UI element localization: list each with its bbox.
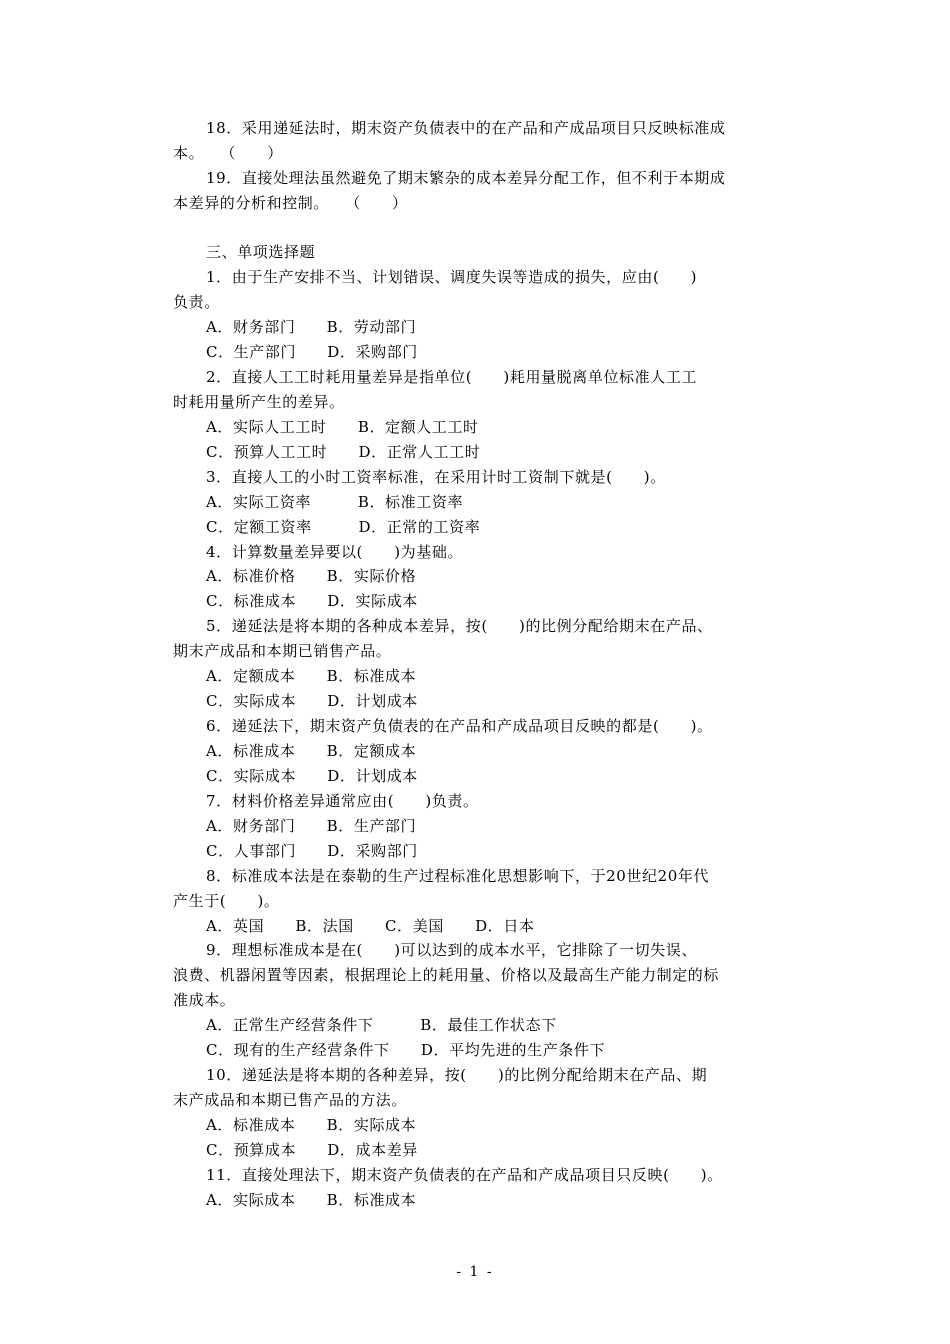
mc-7-line-1: 7．材料价格差异通常应由( )负责。 xyxy=(206,792,479,810)
mc-10-line-2: 末产成品和本期已售产品的方法。 xyxy=(173,1091,408,1109)
question-18-line-1: 18．采用递延法时，期末资产负债表中的在产品和产成品项目只反映标准成 xyxy=(206,119,726,137)
mc-1-options-cd: C．生产部门 D．采购部门 xyxy=(206,343,418,361)
mc-9-line-3: 准成本。 xyxy=(173,991,236,1009)
mc-2-options-ab: A．实际人工工时 B．定额人工工时 xyxy=(206,418,479,436)
mc-7-options-ab: A．财务部门 B．生产部门 xyxy=(206,817,417,835)
mc-3-options-cd: C．定额工资率 D．正常的工资率 xyxy=(206,518,481,536)
mc-10-line-1: 10．递延法是将本期的各种差异，按( )的比例分配给期末在产品、期 xyxy=(206,1066,708,1084)
mc-5-options-ab: A．定额成本 B．标准成本 xyxy=(206,667,417,685)
mc-2-line-1: 2．直接人工工时耗用量差异是指单位( )耗用量脱离单位标准人工工 xyxy=(206,368,698,386)
section-heading: 三、单项选择题 xyxy=(206,243,316,261)
mc-1-line-1: 1．由于生产安排不当、计划错误、调度失误等造成的损失，应由( ) xyxy=(206,268,698,286)
mc-4-options-cd: C．标准成本 D．实际成本 xyxy=(206,592,418,610)
question-18-line-2: 本。 （ ） xyxy=(173,144,283,162)
mc-6-options-cd: C．实际成本 D．计划成本 xyxy=(206,767,418,785)
mc-2-options-cd: C．预算人工工时 D．正常人工工时 xyxy=(206,443,481,461)
mc-4-options-ab: A．标准价格 B．实际价格 xyxy=(206,567,417,585)
mc-10-options-cd: C．预算成本 D．成本差异 xyxy=(206,1141,418,1159)
mc-5-options-cd: C．实际成本 D．计划成本 xyxy=(206,692,418,710)
mc-4-line-1: 4．计算数量差异要以( )为基础。 xyxy=(206,543,464,561)
mc-1-options-ab: A．财务部门 B．劳动部门 xyxy=(206,318,417,336)
mc-5-line-1: 5．递延法是将本期的各种成本差异，按( )的比例分配给期末在产品、 xyxy=(206,617,713,635)
mc-8-line-1: 8．标准成本法是在泰勒的生产过程标准化思想影响下，于20世纪20年代 xyxy=(206,867,710,885)
mc-9-line-1: 9．理想标准成本是在( )可以达到的成本水平，它排除了一切失误、 xyxy=(206,941,698,959)
mc-9-options-cd: C．现有的生产经营条件下 D．平均先进的生产条件下 xyxy=(206,1041,606,1059)
mc-9-options-ab: A．正常生产经营条件下 B．最佳工作状态下 xyxy=(206,1016,557,1034)
mc-8-options: A．英国 B．法国 C．美国 D．日本 xyxy=(206,917,535,935)
mc-8-line-2: 产生于( )。 xyxy=(173,892,280,910)
mc-11-options-ab: A．实际成本 B．标准成本 xyxy=(206,1191,417,1209)
mc-9-line-2: 浪费、机器闲置等因素，根据理论上的耗用量、价格以及最高生产能力制定的标 xyxy=(173,966,720,984)
mc-3-options-ab: A．实际工资率 B．标准工资率 xyxy=(206,493,464,511)
mc-1-line-2: 负责。 xyxy=(173,293,220,311)
mc-7-options-cd: C．人事部门 D．采购部门 xyxy=(206,842,418,860)
mc-3-line-1: 3．直接人工的小时工资率标准，在采用计时工资制下就是( )。 xyxy=(206,468,666,486)
mc-6-line-1: 6．递延法下，期末资产负债表的在产品和产成品项目反映的都是( )。 xyxy=(206,717,713,735)
mc-10-options-ab: A．标准成本 B．实际成本 xyxy=(206,1116,417,1134)
question-19-line-1: 19．直接处理法虽然避免了期末繁杂的成本差异分配工作，但不利于本期成 xyxy=(206,169,726,187)
page-number: - 1 - xyxy=(456,1264,494,1280)
mc-6-options-ab: A．标准成本 B．定额成本 xyxy=(206,742,417,760)
question-19-line-2: 本差异的分析和控制。 （ ） xyxy=(173,194,408,212)
mc-11-line-1: 11．直接处理法下，期末资产负债表的在产品和产成品项目只反映( )。 xyxy=(206,1166,723,1184)
mc-2-line-2: 时耗用量所产生的差异。 xyxy=(173,393,345,411)
mc-5-line-2: 期末产成品和本期已销售产品。 xyxy=(173,642,392,660)
